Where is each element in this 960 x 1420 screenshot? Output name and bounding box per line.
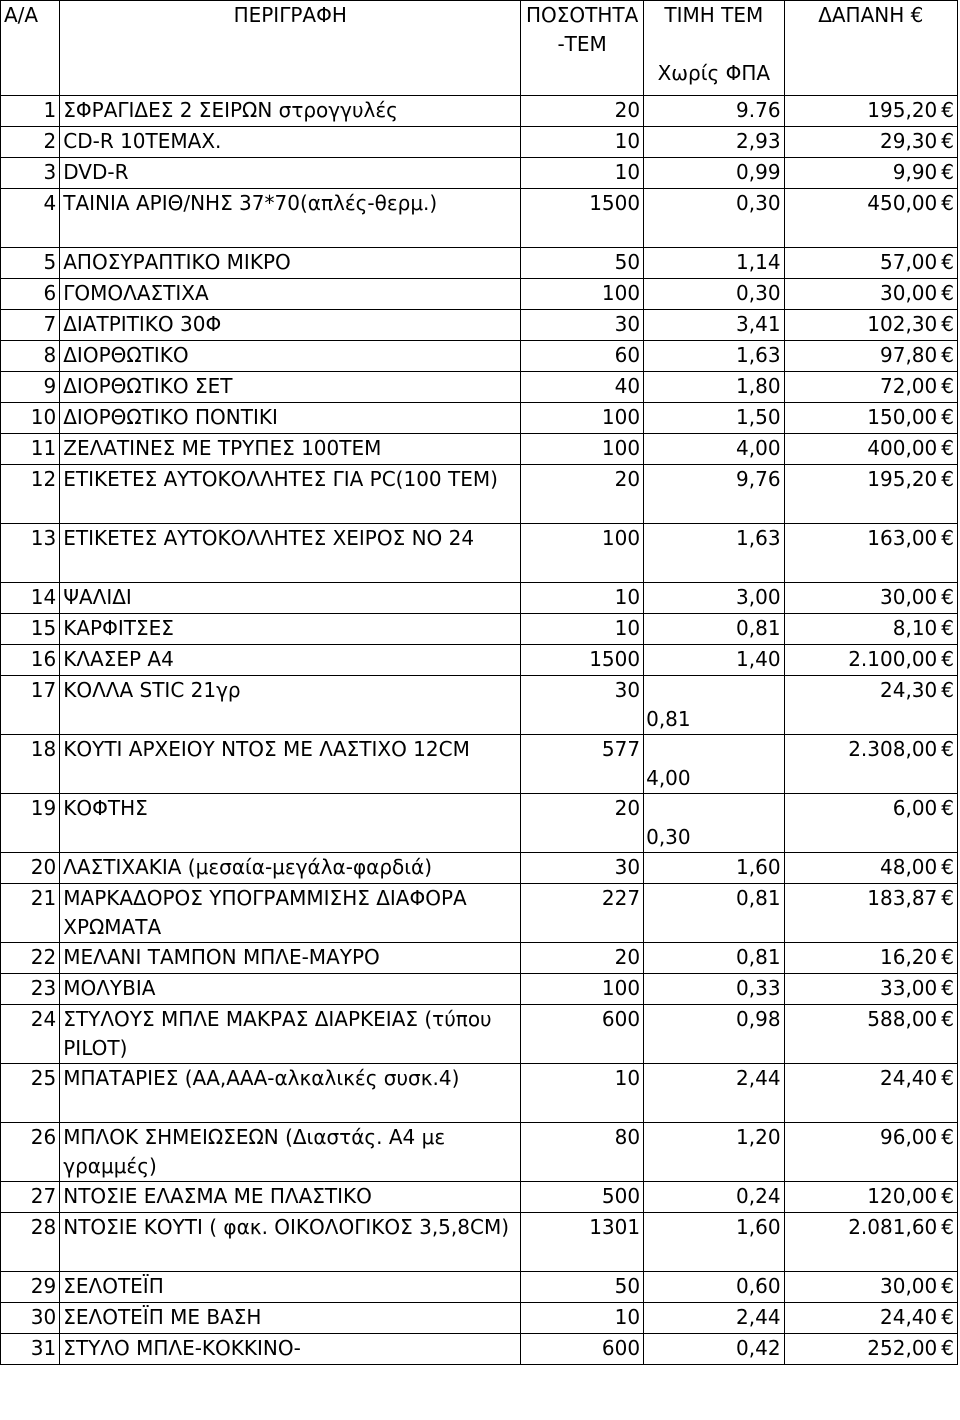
- row-cost-value: 2.081,60: [848, 1215, 938, 1239]
- row-description: ΓΟΜΟΛΑΣΤΙΧΑ: [60, 279, 521, 310]
- table-row: [1, 403, 958, 434]
- row-description: ΛΑΣΤΙΧΑΚΙΑ (μεσαία-μεγάλα-φαρδιά): [60, 853, 521, 884]
- row-price: 1,60: [644, 853, 784, 884]
- euro-icon: €: [941, 312, 954, 336]
- table-row: [1, 1123, 958, 1182]
- row-cost-value: 9,90: [892, 160, 938, 184]
- row-quantity: 30: [521, 310, 644, 341]
- row-cost: [784, 1064, 957, 1123]
- euro-icon: €: [941, 129, 954, 153]
- euro-icon: €: [941, 855, 954, 879]
- row-quantity: 30: [521, 676, 644, 735]
- header-quantity: ΠΟΣΟΤΗΤΑ-ΤΕΜ: [521, 1, 644, 96]
- header-price-label: ΤΙΜΗ ΤΕΜ: [664, 3, 764, 27]
- row-quantity: 10: [521, 583, 644, 614]
- table-body: [1, 96, 958, 1365]
- row-cost: [784, 676, 957, 735]
- euro-icon: €: [941, 1215, 954, 1239]
- row-cost-value: 16,20: [880, 945, 938, 969]
- table-row: [1, 372, 958, 403]
- row-quantity: 30: [521, 853, 644, 884]
- euro-icon: €: [941, 405, 954, 429]
- table-row: [1, 1182, 958, 1213]
- row-price: 2,44: [644, 1064, 784, 1123]
- row-number: 7: [1, 310, 60, 341]
- euro-icon: €: [941, 678, 954, 702]
- header-price: [644, 1, 784, 96]
- row-price: 1,50: [644, 403, 784, 434]
- row-description: ΣΦΡΑΓΙΔΕΣ 2 ΣΕΙΡΩΝ στρογγυλές: [60, 96, 521, 127]
- row-description: ΣΕΛΟΤΕΪΠ ΜΕ ΒΑΣΗ: [60, 1303, 521, 1334]
- row-quantity: 10: [521, 158, 644, 189]
- euro-icon: €: [941, 1007, 954, 1031]
- euro-icon: €: [941, 250, 954, 274]
- row-cost: [784, 645, 957, 676]
- table-row: [1, 974, 958, 1005]
- euro-icon: €: [941, 281, 954, 305]
- table-row: [1, 794, 958, 853]
- row-description: ΨΑΛΙΔΙ: [60, 583, 521, 614]
- row-number: 24: [1, 1005, 60, 1064]
- row-price: 0,42: [644, 1334, 784, 1365]
- euro-icon: €: [941, 343, 954, 367]
- table-row: [1, 465, 958, 524]
- euro-icon: €: [941, 1274, 954, 1298]
- row-description: ΜΠΛΟΚ ΣΗΜΕΙΩΣΕΩΝ (Διαστάς. Α4 με γραμμές): [60, 1123, 521, 1182]
- row-cost-value: 24,30: [880, 678, 938, 702]
- row-number: 16: [1, 645, 60, 676]
- row-cost: [784, 1182, 957, 1213]
- euro-icon: €: [941, 945, 954, 969]
- row-cost-value: 150,00: [867, 405, 938, 429]
- row-price: 0,30: [644, 189, 784, 248]
- row-cost-value: 2.100,00: [848, 647, 938, 671]
- table-row: [1, 583, 958, 614]
- row-cost-value: 97,80: [880, 343, 938, 367]
- row-description: ΚΟΦΤΗΣ: [60, 794, 521, 853]
- row-price: 4,00: [644, 434, 784, 465]
- row-number: 23: [1, 974, 60, 1005]
- row-cost: [784, 884, 957, 943]
- row-cost-value: 163,00: [867, 526, 938, 550]
- table-row: [1, 127, 958, 158]
- row-quantity: 100: [521, 279, 644, 310]
- row-description: ΚΟΥΤΙ ΑΡΧΕΙΟΥ ΝΤΟΣ ΜΕ ΛΑΣΤΙΧΟ 12CM: [60, 735, 521, 794]
- row-description: ΔΙΑΤΡΙΤΙΚΟ 30Φ: [60, 310, 521, 341]
- row-description: ΜΟΛΥΒΙΑ: [60, 974, 521, 1005]
- table-row: [1, 1303, 958, 1334]
- row-quantity: 60: [521, 341, 644, 372]
- row-number: 27: [1, 1182, 60, 1213]
- row-cost: [784, 127, 957, 158]
- row-number: 2: [1, 127, 60, 158]
- row-cost: [784, 248, 957, 279]
- row-cost: [784, 434, 957, 465]
- row-cost: [784, 158, 957, 189]
- row-quantity: 100: [521, 434, 644, 465]
- row-cost: [784, 1213, 957, 1272]
- row-cost: [784, 96, 957, 127]
- euro-icon: €: [941, 1066, 954, 1090]
- row-quantity: 600: [521, 1334, 644, 1365]
- row-price: 0,30: [644, 794, 784, 853]
- table-row: [1, 1213, 958, 1272]
- euro-icon: €: [941, 1336, 954, 1360]
- row-price: 4,00: [644, 735, 784, 794]
- row-number: 30: [1, 1303, 60, 1334]
- row-number: 6: [1, 279, 60, 310]
- row-quantity: 577: [521, 735, 644, 794]
- row-cost: [784, 1303, 957, 1334]
- row-description: ΤΑΙΝΙΑ ΑΡΙΘ/ΝΗΣ 37*70(απλές-θερμ.): [60, 189, 521, 248]
- euro-icon: €: [941, 526, 954, 550]
- row-cost: [784, 853, 957, 884]
- row-description: ΕΤΙΚΕΤΕΣ ΑΥΤΟΚΟΛΛΗΤΕΣ ΧΕΙΡΟΣ ΝΟ 24: [60, 524, 521, 583]
- row-cost-value: 450,00: [867, 191, 938, 215]
- row-cost-value: 29,30: [880, 129, 938, 153]
- header-row: [1, 1, 958, 96]
- row-description: ΚΟΛΛΑ STIC 21γρ: [60, 676, 521, 735]
- table-row: [1, 341, 958, 372]
- row-quantity: 20: [521, 96, 644, 127]
- table-row: [1, 96, 958, 127]
- row-number: 4: [1, 189, 60, 248]
- euro-icon: €: [941, 160, 954, 184]
- row-cost-value: 30,00: [880, 585, 938, 609]
- row-quantity: 40: [521, 372, 644, 403]
- row-description: ΚΑΡΦΙΤΣΕΣ: [60, 614, 521, 645]
- row-description: ΑΠΟΣΥΡΑΠΤΙΚΟ ΜΙΚΡΟ: [60, 248, 521, 279]
- row-cost: [784, 279, 957, 310]
- row-cost: [784, 1005, 957, 1064]
- header-description: ΠΕΡΙΓΡΑΦΗ: [60, 1, 521, 96]
- row-price: 3,41: [644, 310, 784, 341]
- row-cost: [784, 583, 957, 614]
- row-price: 3,00: [644, 583, 784, 614]
- row-description: ΚΛΑΣΕΡ Α4: [60, 645, 521, 676]
- table-row: [1, 943, 958, 974]
- row-price: 2,44: [644, 1303, 784, 1334]
- row-cost: [784, 1334, 957, 1365]
- row-number: 29: [1, 1272, 60, 1303]
- row-quantity: 600: [521, 1005, 644, 1064]
- row-quantity: 10: [521, 1064, 644, 1123]
- row-quantity: 227: [521, 884, 644, 943]
- table-row: [1, 279, 958, 310]
- row-price: 0,81: [644, 614, 784, 645]
- table-row: [1, 1272, 958, 1303]
- euro-icon: €: [941, 976, 954, 1000]
- euro-icon: €: [941, 1305, 954, 1329]
- row-description: ΣΤΥΛΟ ΜΠΛΕ-ΚΟΚΚΙΝΟ-: [60, 1334, 521, 1365]
- row-number: 19: [1, 794, 60, 853]
- row-quantity: 80: [521, 1123, 644, 1182]
- row-quantity: 1301: [521, 1213, 644, 1272]
- euro-icon: €: [941, 98, 954, 122]
- row-price: 0,98: [644, 1005, 784, 1064]
- row-number: 25: [1, 1064, 60, 1123]
- row-number: 14: [1, 583, 60, 614]
- header-price-note: Χωρίς ΦΠΑ: [657, 61, 771, 85]
- row-price: 0,81: [644, 676, 784, 735]
- row-cost: [784, 614, 957, 645]
- row-quantity: 10: [521, 127, 644, 158]
- row-cost-value: 72,00: [880, 374, 938, 398]
- row-quantity: 20: [521, 465, 644, 524]
- row-description: ΣΕΛΟΤΕΪΠ: [60, 1272, 521, 1303]
- table-row: [1, 645, 958, 676]
- row-number: 15: [1, 614, 60, 645]
- row-quantity: 1500: [521, 189, 644, 248]
- row-cost: [784, 974, 957, 1005]
- row-number: 13: [1, 524, 60, 583]
- euro-icon: €: [941, 886, 954, 910]
- row-number: 18: [1, 735, 60, 794]
- euro-icon: €: [941, 436, 954, 460]
- table-row: [1, 158, 958, 189]
- row-description: ΖΕΛΑΤΙΝΕΣ ΜΕ ΤΡΥΠΕΣ 100ΤΕΜ: [60, 434, 521, 465]
- row-number: 1: [1, 96, 60, 127]
- row-description: ΣΤΥΛΟΥΣ ΜΠΛΕ ΜΑΚΡΑΣ ΔΙΑΡΚΕΙΑΣ (τύπου PILOT): [60, 1005, 521, 1064]
- row-price: 0,30: [644, 279, 784, 310]
- row-description: ΜΠΑΤΑΡΙΕΣ (ΑΑ,ΑΑΑ-αλκαλικές συσκ.4): [60, 1064, 521, 1123]
- row-number: 31: [1, 1334, 60, 1365]
- row-price: 9.76: [644, 96, 784, 127]
- row-description: ΔΙΟΡΘΩΤΙΚΟ ΠΟΝΤΙΚΙ: [60, 403, 521, 434]
- euro-icon: €: [941, 1184, 954, 1208]
- row-price: 0,24: [644, 1182, 784, 1213]
- table-row: [1, 1334, 958, 1365]
- row-cost-value: 57,00: [880, 250, 938, 274]
- row-cost-value: 24,40: [880, 1066, 938, 1090]
- row-cost-value: 183,87: [867, 886, 938, 910]
- row-cost-value: 195,20: [867, 467, 938, 491]
- row-cost: [784, 943, 957, 974]
- table-row: [1, 884, 958, 943]
- row-quantity: 1500: [521, 645, 644, 676]
- table-row: [1, 524, 958, 583]
- row-cost-value: 30,00: [880, 1274, 938, 1298]
- table-row: [1, 1005, 958, 1064]
- row-cost-value: 120,00: [867, 1184, 938, 1208]
- row-number: 10: [1, 403, 60, 434]
- row-cost-value: 252,00: [867, 1336, 938, 1360]
- row-number: 12: [1, 465, 60, 524]
- row-description: ΕΤΙΚΕΤΕΣ ΑΥΤΟΚΟΛΛΗΤΕΣ ΓΙΑ PC(100 ΤΕΜ): [60, 465, 521, 524]
- row-cost-value: 6,00: [892, 796, 938, 820]
- table-row: [1, 676, 958, 735]
- row-cost-value: 195,20: [867, 98, 938, 122]
- row-cost: [784, 794, 957, 853]
- row-cost-value: 48,00: [880, 855, 938, 879]
- row-quantity: 500: [521, 1182, 644, 1213]
- row-description: ΜΑΡΚΑΔΟΡΟΣ ΥΠΟΓΡΑΜΜΙΣΗΣ ΔΙΑΦΟΡΑ ΧΡΩΜΑΤΑ: [60, 884, 521, 943]
- row-price: 0,60: [644, 1272, 784, 1303]
- row-price: 1,40: [644, 645, 784, 676]
- row-cost: [784, 1123, 957, 1182]
- row-quantity: 10: [521, 1303, 644, 1334]
- euro-icon: €: [941, 374, 954, 398]
- row-price: 1,63: [644, 341, 784, 372]
- row-number: 17: [1, 676, 60, 735]
- euro-icon: €: [941, 737, 954, 761]
- euro-icon: €: [941, 467, 954, 491]
- row-description: ΝΤΟΣΙΕ ΕΛΑΣΜΑ ΜΕ ΠΛΑΣΤΙΚΟ: [60, 1182, 521, 1213]
- row-price: 1,80: [644, 372, 784, 403]
- row-description: ΜΕΛΑΝΙ ΤΑΜΠΟΝ ΜΠΛΕ-ΜΑΥΡΟ: [60, 943, 521, 974]
- table-row: [1, 310, 958, 341]
- row-cost-value: 400,00: [867, 436, 938, 460]
- row-cost-value: 24,40: [880, 1305, 938, 1329]
- row-quantity: 20: [521, 943, 644, 974]
- row-number: 9: [1, 372, 60, 403]
- row-cost: [784, 341, 957, 372]
- row-price: 0,99: [644, 158, 784, 189]
- row-price: 0,81: [644, 884, 784, 943]
- row-description: ΔΙΟΡΘΩΤΙΚΟ ΣΕΤ: [60, 372, 521, 403]
- row-number: 22: [1, 943, 60, 974]
- row-cost-value: 8,10: [892, 616, 938, 640]
- row-number: 28: [1, 1213, 60, 1272]
- row-quantity: 20: [521, 794, 644, 853]
- row-cost-value: 30,00: [880, 281, 938, 305]
- row-description: DVD-R: [60, 158, 521, 189]
- row-description: ΔΙΟΡΘΩΤΙΚΟ: [60, 341, 521, 372]
- row-cost: [784, 403, 957, 434]
- row-cost: [784, 465, 957, 524]
- table-row: [1, 189, 958, 248]
- row-quantity: 100: [521, 403, 644, 434]
- row-number: 8: [1, 341, 60, 372]
- row-quantity: 50: [521, 248, 644, 279]
- row-price: 1,60: [644, 1213, 784, 1272]
- row-cost: [784, 189, 957, 248]
- row-cost: [784, 310, 957, 341]
- row-quantity: 100: [521, 524, 644, 583]
- row-description: CD-R 10ΤΕΜΑΧ.: [60, 127, 521, 158]
- row-cost-value: 2.308,00: [848, 737, 938, 761]
- row-number: 11: [1, 434, 60, 465]
- euro-icon: €: [941, 585, 954, 609]
- row-number: 20: [1, 853, 60, 884]
- euro-icon: €: [941, 616, 954, 640]
- euro-icon: €: [941, 191, 954, 215]
- row-cost: [784, 735, 957, 794]
- header-no: Α/Α: [1, 1, 60, 96]
- table-row: [1, 853, 958, 884]
- row-price: 2,93: [644, 127, 784, 158]
- euro-icon: €: [941, 647, 954, 671]
- row-cost-value: 588,00: [867, 1007, 938, 1031]
- row-cost: [784, 1272, 957, 1303]
- row-description: ΝΤΟΣΙΕ ΚΟΥΤΙ ( φακ. ΟΙΚΟΛΟΓΙΚΟΣ 3,5,8CM): [60, 1213, 521, 1272]
- table-row: [1, 735, 958, 794]
- table-row: [1, 614, 958, 645]
- row-price: 0,81: [644, 943, 784, 974]
- row-cost: [784, 372, 957, 403]
- table-row: [1, 434, 958, 465]
- row-price: 9,76: [644, 465, 784, 524]
- row-cost-value: 102,30: [867, 312, 938, 336]
- euro-icon: €: [941, 1125, 954, 1149]
- euro-icon: €: [941, 796, 954, 820]
- row-number: 3: [1, 158, 60, 189]
- row-price: 1,20: [644, 1123, 784, 1182]
- row-quantity: 10: [521, 614, 644, 645]
- table-row: [1, 248, 958, 279]
- row-cost: [784, 524, 957, 583]
- row-number: 26: [1, 1123, 60, 1182]
- row-quantity: 100: [521, 974, 644, 1005]
- header-cost: ΔΑΠΑΝΗ €: [784, 1, 957, 96]
- row-price: 1,63: [644, 524, 784, 583]
- row-cost-value: 33,00: [880, 976, 938, 1000]
- row-quantity: 50: [521, 1272, 644, 1303]
- table-row: [1, 1064, 958, 1123]
- row-cost-value: 96,00: [880, 1125, 938, 1149]
- row-number: 5: [1, 248, 60, 279]
- row-number: 21: [1, 884, 60, 943]
- row-price: 0,33: [644, 974, 784, 1005]
- row-price: 1,14: [644, 248, 784, 279]
